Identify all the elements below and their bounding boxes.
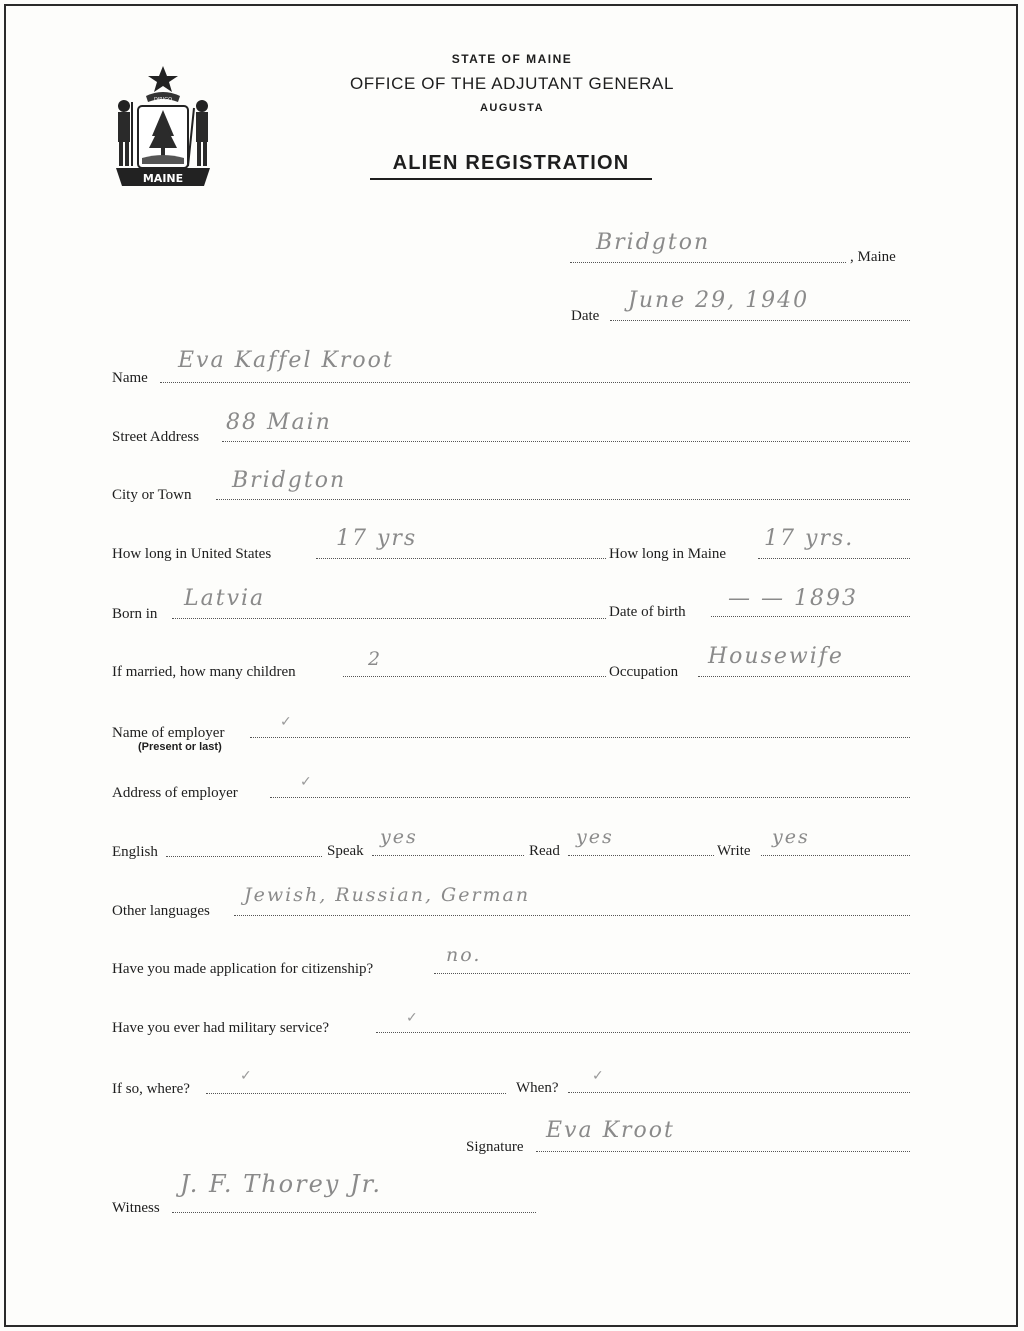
witness-label: Witness (112, 1200, 160, 1216)
date-label: Date (571, 308, 600, 324)
seal-banner-text: MAINE (142, 172, 184, 185)
name-label: Name (112, 370, 148, 386)
occupation-label: Occupation (609, 664, 679, 680)
military-value[interactable]: ✓ (406, 1010, 418, 1026)
date-of-birth-value[interactable]: — — 1893 (728, 586, 858, 611)
name-dotted-line (160, 382, 910, 383)
employer-name-dotted-line (250, 737, 910, 738)
date-of-birth-dotted-line (711, 616, 910, 617)
employer-address-value[interactable]: ✓ (300, 774, 312, 790)
other-languages-value[interactable]: Jewish, Russian, German (244, 884, 531, 906)
date-value[interactable]: June 29, 1940 (628, 288, 810, 313)
place-value[interactable]: Bridgton (596, 230, 711, 255)
employer-name-label: Name of employer (112, 725, 225, 741)
maine-state-seal (108, 62, 218, 194)
street-address-label: Street Address (112, 429, 200, 445)
born-in-value[interactable]: Latvia (184, 586, 266, 611)
how-long-maine-label: How long in Maine (609, 546, 727, 562)
date-dotted-line (610, 320, 910, 321)
occupation-dotted-line (698, 676, 910, 677)
other-languages-label: Other languages (112, 903, 210, 919)
read-value[interactable]: yes (576, 826, 614, 848)
employer-name-value[interactable]: ✓ (280, 714, 292, 730)
military-label: Have you ever had military service? (112, 1020, 329, 1036)
witness-value[interactable]: J. F. Thorey Jr. (180, 1170, 383, 1198)
street-address-value[interactable]: 88 Main (226, 410, 332, 435)
employer-name-sublabel: (Present or last) (138, 741, 222, 753)
citizenship-dotted-line (434, 973, 910, 974)
how-long-maine-dotted-line (758, 558, 910, 559)
citizenship-label: Have you made application for citizenship? (112, 961, 374, 977)
employer-address-dotted-line (270, 797, 910, 798)
signature-label: Signature (466, 1139, 524, 1155)
header-office: OFFICE OF THE ADJUTANT GENERAL (349, 74, 675, 93)
children-label: If married, how many children (112, 664, 296, 680)
place-suffix: , Maine (850, 249, 896, 265)
witness-dotted-line (172, 1212, 536, 1213)
write-value[interactable]: yes (772, 826, 810, 848)
how-long-maine-value[interactable]: 17 yrs. (764, 526, 855, 551)
if-so-where-label: If so, where? (112, 1081, 190, 1097)
citizenship-value[interactable]: no. (446, 944, 482, 966)
write-dotted-line (761, 855, 910, 856)
when-dotted-line (568, 1092, 910, 1093)
speak-dotted-line (372, 855, 524, 856)
header-state: STATE OF MAINE (451, 52, 573, 66)
place-dotted-line (570, 262, 846, 263)
employer-address-label: Address of employer (112, 785, 238, 801)
when-value[interactable]: ✓ (592, 1068, 604, 1084)
children-value[interactable]: 2 (368, 648, 383, 670)
if-so-where-value[interactable]: ✓ (240, 1068, 252, 1084)
how-long-us-label: How long in United States (112, 546, 272, 562)
other-languages-dotted-line (234, 915, 910, 916)
street-address-dotted-line (222, 441, 910, 442)
military-dotted-line (376, 1032, 910, 1033)
speak-label: Speak (327, 843, 364, 859)
header-city: AUGUSTA (479, 102, 545, 114)
occupation-value[interactable]: Housewife (708, 644, 844, 669)
signature-dotted-line (536, 1151, 910, 1152)
how-long-us-value[interactable]: 17 yrs (336, 526, 418, 551)
if-so-where-dotted-line (206, 1093, 506, 1094)
born-in-label: Born in (112, 606, 158, 622)
speak-value[interactable]: yes (380, 826, 418, 848)
date-of-birth-label: Date of birth (609, 604, 686, 620)
read-dotted-line (568, 855, 714, 856)
city-value[interactable]: Bridgton (232, 468, 347, 493)
how-long-us-dotted-line (316, 558, 606, 559)
read-label: Read (529, 843, 560, 859)
english-label: English (112, 844, 158, 860)
svg-text:DIRIGO: DIRIGO (153, 97, 173, 103)
name-value[interactable]: Eva Kaffel Kroot (178, 348, 394, 373)
when-label: When? (516, 1080, 559, 1096)
city-label: City or Town (112, 487, 192, 503)
signature-value[interactable]: Eva Kroot (546, 1118, 675, 1143)
form-title: ALIEN REGISTRATION (370, 152, 652, 180)
city-dotted-line (216, 499, 910, 500)
write-label: Write (717, 843, 751, 859)
children-dotted-line (343, 676, 606, 677)
born-in-dotted-line (172, 618, 606, 619)
english-dotted-line (166, 856, 322, 857)
